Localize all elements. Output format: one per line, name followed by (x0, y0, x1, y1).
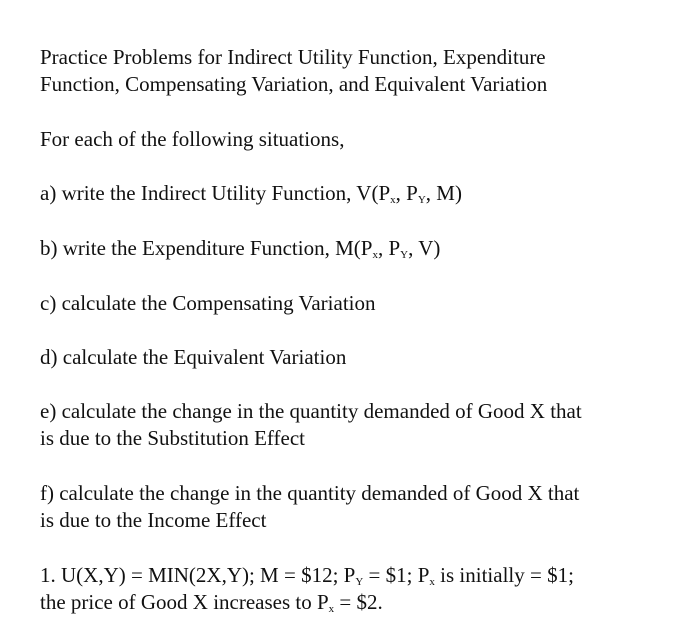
problem-1-part-3: is initially = $1; (434, 563, 574, 587)
item-d: d) calculate the Equivalent Variation (40, 345, 347, 369)
item-b (40, 235, 680, 262)
item-a-prefix: a) write the Indirect Utility Function, V(P (40, 181, 391, 205)
title-line-2: Function, Compensating Variation, and Equivalent Variation (40, 72, 548, 96)
item-b-sub-x: x (372, 249, 378, 261)
problem-1-part-2: = $1; P (363, 563, 430, 587)
problem-1 (40, 562, 680, 616)
problem-1-line-2-part-1: the price of Good X increases to P (40, 590, 329, 614)
item-e-line-1: e) calculate the change in the quantity demanded of Good X that (40, 399, 582, 423)
item-a-sub-y: Y (417, 194, 426, 206)
item-a-suffix: , M) (425, 181, 462, 205)
item-a-sub-x: x (390, 194, 396, 206)
problem-1-part-1: 1. U(X,Y) = MIN(2X,Y); M = $12; P (40, 563, 356, 587)
intro-text: For each of the following situations, (40, 127, 345, 151)
problem-1-line-2-part-2: = $2. (334, 590, 383, 614)
item-c: c) calculate the Compensating Variation (40, 291, 376, 315)
document-title (40, 44, 680, 98)
item-b-suffix: , V) (408, 236, 441, 260)
item-f (40, 480, 680, 534)
item-a (40, 180, 680, 207)
item-b-mid: , P (377, 236, 401, 260)
document (40, 44, 680, 616)
item-e (40, 398, 680, 452)
problem-1-sub-y: Y (355, 576, 364, 588)
item-f-line-2: is due to the Income Effect (40, 508, 267, 532)
item-f-line-1: f) calculate the change in the quantity demanded of Good X that (40, 481, 580, 505)
item-b-sub-y: Y (400, 249, 409, 261)
item-a-mid: , P (395, 181, 418, 205)
problem-1-line-2-sub-x: x (328, 603, 335, 615)
item-b-prefix: b) write the Expenditure Function, M(P (40, 236, 373, 260)
problem-1-sub-x: x (429, 576, 435, 588)
item-e-line-2: is due to the Substitution Effect (40, 426, 306, 450)
title-line-1: Practice Problems for Indirect Utility Function, Expenditure (40, 45, 546, 69)
